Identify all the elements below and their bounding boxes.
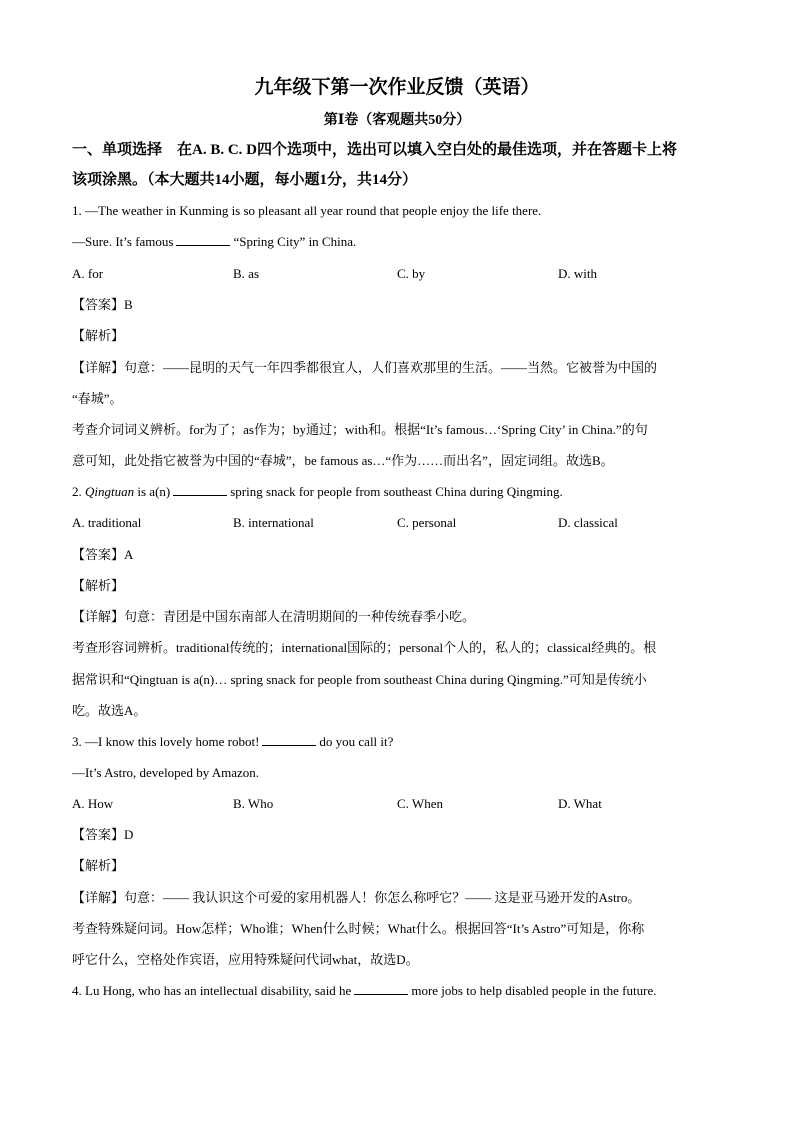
q1-blank	[176, 233, 230, 246]
q3-blank	[262, 733, 316, 746]
q3-stem-pre: 3. —I know this lovely home robot!	[72, 734, 260, 749]
q1-stem-line1: 1. —The weather in Kunming is so pleasant all year round that people enjoy the life there.	[72, 203, 542, 218]
q2-option-a: A. traditional	[72, 515, 142, 530]
q2-analysis-label: 【解析】	[72, 578, 125, 593]
q2-option-b: B. international	[233, 515, 314, 530]
q1-analysis-label: 【解析】	[72, 328, 125, 343]
page-title: 九年级下第一次作业反馈（英语）	[254, 77, 540, 98]
q3-detail-line3: 呼它什么，空格处作宾语，应用特殊疑问代词what，故选D。	[72, 952, 419, 967]
q2-detail-line2: 考查形容词辨析。traditional传统的；international国际的；personal个人的，私人的；classical经典的。根	[72, 640, 657, 655]
q3-detail-line1: 【详解】句意：—— 我认识这个可爱的家用机器人！你怎么称呼它？—— 这是亚马逊开发的Astro。	[72, 890, 641, 905]
q1-option-a: A. for	[72, 266, 104, 281]
q3-stem-line2: —It’s Astro, developed by Amazon.	[72, 765, 260, 780]
q4-stem-post: more jobs to help disabled people in the future.	[411, 983, 657, 998]
q3-stem-line1	[72, 733, 393, 751]
q2-stem	[72, 483, 563, 501]
q3-option-d: D. What	[558, 796, 602, 811]
q3-stem-post: do you call it?	[319, 734, 394, 749]
q1-detail-line4: 意可知，此处指它被誉为中国的“春城”，be famous as…“作为……而出名”，固定词组。故选B。	[72, 453, 614, 468]
q1-option-c: C. by	[397, 266, 426, 281]
q4-stem-pre: 4. Lu Hong, who has an intellectual disability, said he	[72, 983, 352, 998]
q3-answer: 【答案】D	[72, 827, 134, 842]
q4-blank	[354, 982, 408, 995]
q1-answer: 【答案】B	[72, 297, 133, 312]
section-header-line2: 该项涂黑。（本大题共14小题，每小题1分，共14分）	[72, 172, 418, 188]
q3-analysis-label: 【解析】	[72, 858, 125, 873]
q3-option-b: B. Who	[233, 796, 274, 811]
q1-detail-line3: 考查介词词义辨析。for为了；as作为；by通过；with和。根据“It’s famous…‘Spring City’ in China.”的句	[72, 422, 648, 437]
q3-option-c: C. When	[397, 796, 443, 811]
q2-option-d: D. classical	[558, 515, 618, 530]
q1-detail-line1: 【详解】句意：——昆明的天气一年四季都很宜人，人们喜欢那里的生活。——当然。它被誉为中国的	[72, 360, 658, 375]
q2-detail-line4: 吃。故选A。	[72, 703, 147, 718]
q2-stem-post: spring snack for people from southeast China during Qingming.	[230, 484, 563, 499]
q3-detail-line2: 考查特殊疑问词。How怎样；Who谁；When什么时候；What什么。根据回答“It’s Astro”可知是，你称	[72, 921, 645, 936]
q2-number: 2.	[72, 484, 82, 499]
section-header-line1: 一、单项选择 在A. B. C. D四个选项中，选出可以填入空白处的最佳选项，并在答题卡上将	[72, 142, 678, 158]
q4-stem-line1	[72, 982, 656, 1000]
q2-answer: 【答案】A	[72, 547, 134, 562]
q2-detail-line1: 【详解】句意：青团是中国东南部人在清明期间的一种传统春季小吃。	[72, 609, 476, 624]
q2-option-c: C. personal	[397, 515, 457, 530]
q1-stem-pre: —Sure. It’s famous	[72, 234, 174, 249]
q1-detail-line2: “春城”。	[72, 391, 123, 406]
q1-stem-line2	[72, 233, 356, 251]
q2-italic-word: Qingtuan	[85, 484, 135, 499]
q1-option-d: D. with	[558, 266, 597, 281]
q2-blank	[173, 483, 227, 496]
q1-stem-post: “Spring City” in China.	[233, 234, 357, 249]
q1-option-b: B. as	[233, 266, 259, 281]
page-subtitle: 第Ⅰ卷（客观题共50分）	[323, 113, 471, 128]
q2-detail-line3: 据常识和“Qingtuan is a(n)… spring snack for people from southeast China during Qingming.”可知是传统小	[72, 672, 647, 687]
q2-stem-mid: is a(n)	[137, 484, 171, 499]
q3-option-a: A. How	[72, 796, 114, 811]
